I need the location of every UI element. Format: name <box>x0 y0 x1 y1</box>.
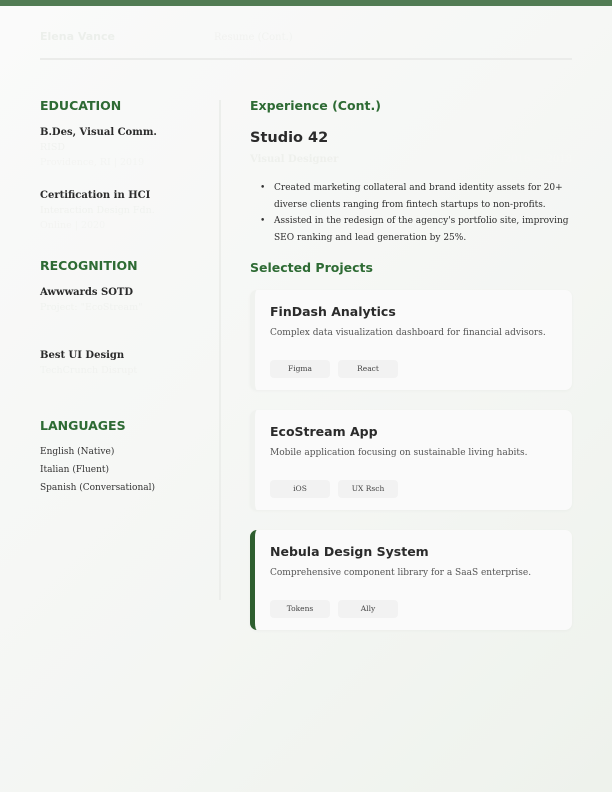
projects-title: Selected Projects <box>250 260 373 275</box>
entry-title: B.Des, Visual Comm. <box>40 127 157 138</box>
entry-title: Best UI Design <box>40 350 125 361</box>
header-divider <box>40 58 572 60</box>
header-subtitle: Resume (Cont.) <box>214 32 293 43</box>
top-accent-bar <box>0 0 612 6</box>
recognition-entry <box>40 350 137 376</box>
entry-school: RISD <box>40 142 66 153</box>
tag: Ally <box>338 600 398 618</box>
project-desc: Mobile application focusing on sustainable living habits. <box>270 448 528 458</box>
entry-school: Interaction Design Fdn. <box>40 205 155 216</box>
recognition-section <box>40 258 210 376</box>
project-desc: Comprehensive component library for a SaaS enterprise. <box>270 568 532 578</box>
language-item: Italian (Fluent) <box>40 465 109 475</box>
languages-list <box>40 443 210 497</box>
languages-section <box>40 418 210 497</box>
company-name: Studio 42 <box>250 130 329 146</box>
tag: UX Rsch <box>338 480 398 498</box>
experience-title: Experience (Cont.) <box>250 98 381 113</box>
language-item: Spanish (Conversational) <box>40 483 156 493</box>
education-section <box>40 98 210 231</box>
education-title: EDUCATION <box>40 98 122 113</box>
education-entry <box>40 190 155 231</box>
project-card <box>250 410 572 510</box>
language-item: English (Native) <box>40 447 115 457</box>
project-card-highlighted <box>250 530 572 630</box>
recognition-entry <box>40 287 210 313</box>
tag: iOS <box>270 480 330 498</box>
project-card <box>250 290 572 390</box>
entry-title: Awwwards SOTD <box>40 287 134 298</box>
languages-title: LANGUAGES <box>40 418 126 433</box>
project-name: Nebula Design System <box>270 544 429 559</box>
header-name: Elena Vance <box>40 30 115 43</box>
bullet-item: • Created marketing collateral and brand identity assets for 20+ diverse clients ranging from fintech startups to non-profits. <box>260 180 572 213</box>
recognition-title: RECOGNITION <box>40 258 138 273</box>
page-header <box>40 28 572 60</box>
job-dates: 2016 — 2018 <box>504 154 572 165</box>
entry-detail: Online | 2020 <box>40 220 106 231</box>
entry-detail: TechCrunch Disrupt <box>40 365 138 376</box>
entry-detail: Providence, RI | 2019 <box>40 157 145 168</box>
job-role: Visual Designer <box>250 154 339 165</box>
project-tags <box>270 480 398 498</box>
tag: React <box>338 360 398 378</box>
experience-bullets <box>260 180 572 247</box>
project-tags <box>270 600 398 618</box>
project-name: FinDash Analytics <box>270 304 396 319</box>
project-desc: Complex data visualization dashboard for financial advisors. <box>270 328 546 338</box>
entry-detail: Project: "EcoStream" <box>40 302 143 313</box>
bullet-item: • Assisted in the redesign of the agency's portfolio site, improving SEO ranking and lead generation by 25%. <box>260 213 572 246</box>
education-entry <box>40 127 210 168</box>
entry-title: Certification in HCI <box>40 190 151 201</box>
project-name: EcoStream App <box>270 424 378 439</box>
project-tags <box>270 360 398 378</box>
column-divider <box>219 100 221 600</box>
tag: Tokens <box>270 600 330 618</box>
tag: Figma <box>270 360 330 378</box>
